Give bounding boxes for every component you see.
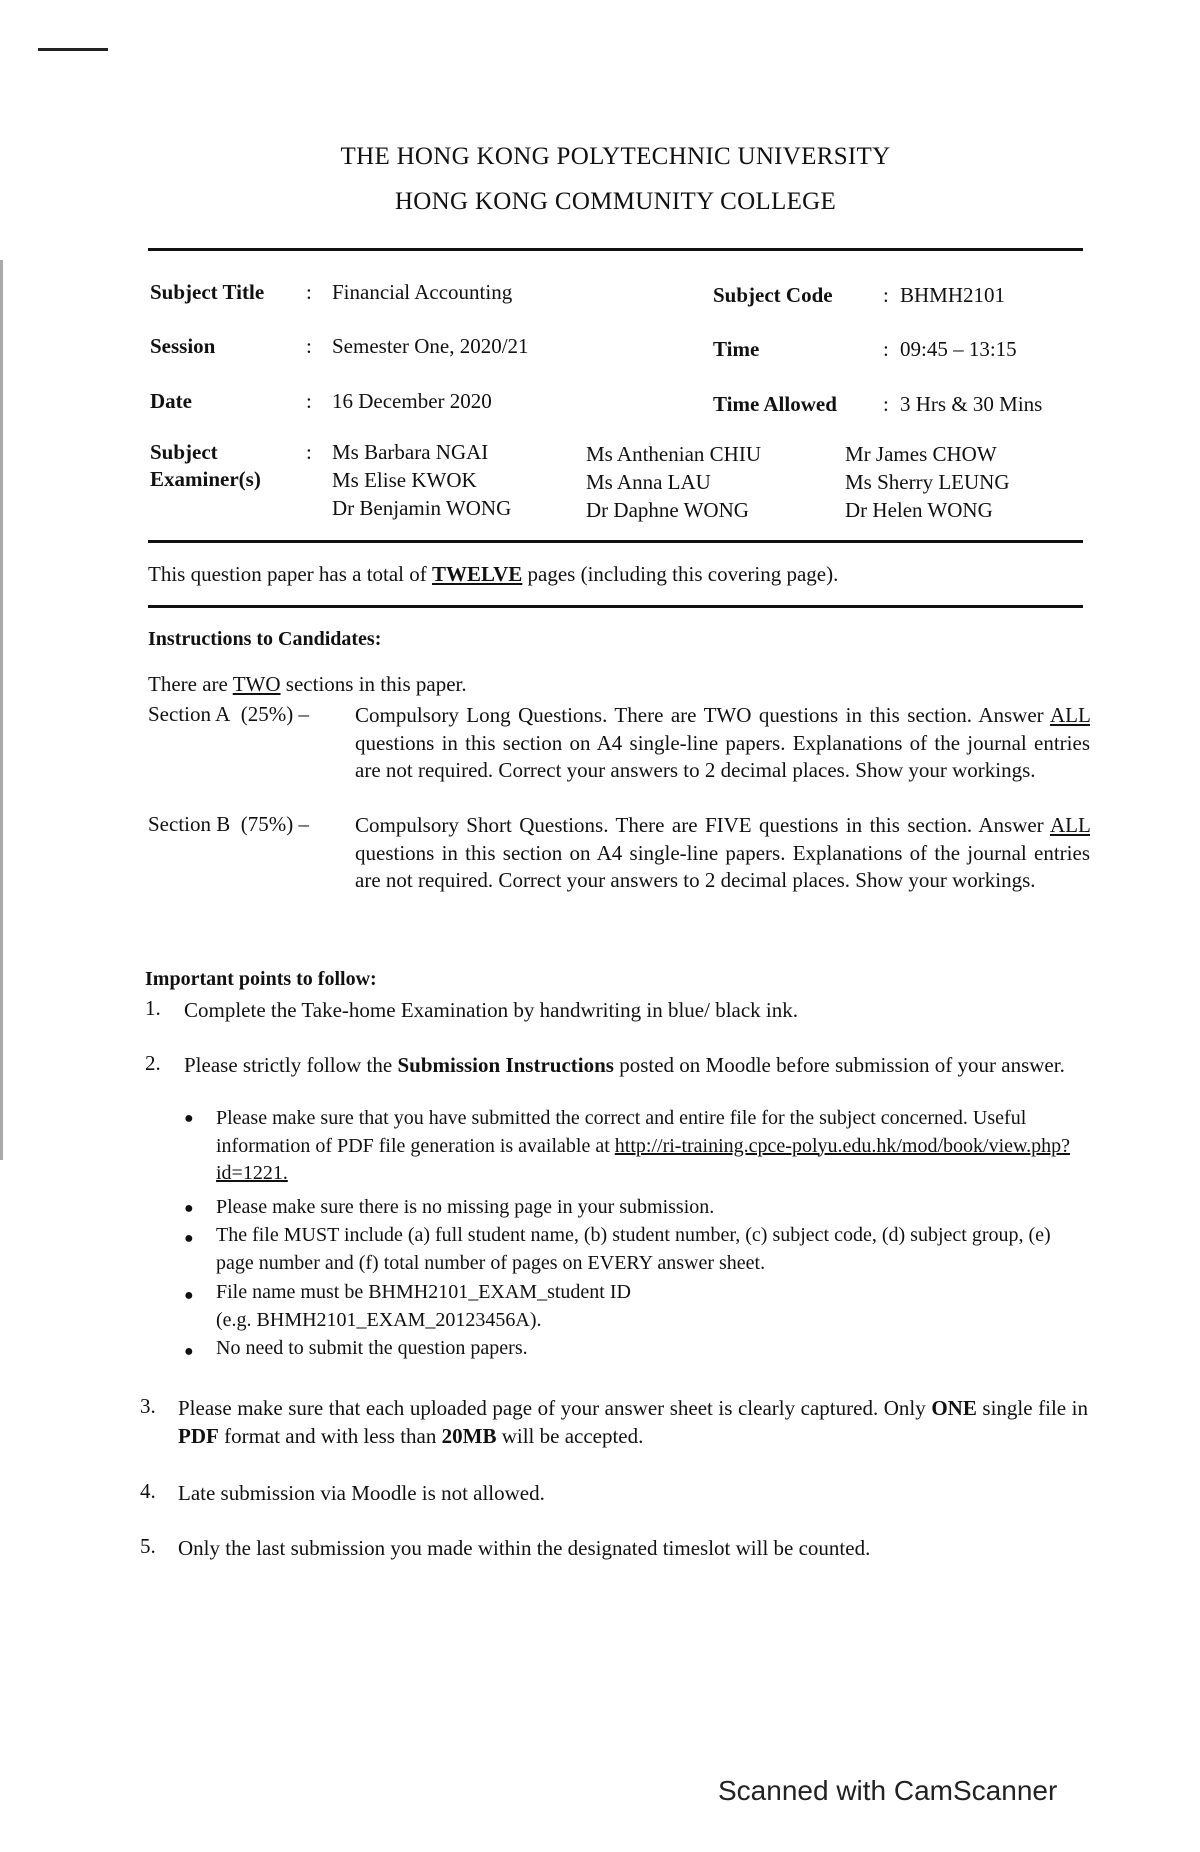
bullet-4-line-2: (e.g. BHMH2101_EXAM_20123456A). [216,1309,542,1331]
point-number: 4. [140,1479,156,1503]
examiner-name: Dr Daphne WONG [586,498,749,522]
time-value: 09:45 – 13:15 [900,337,1017,361]
bullet-icon: ● [184,1230,194,1247]
total-pages-note [148,562,838,587]
bullet-1-text [216,1105,1086,1188]
examiner-name: Ms Anna LAU [586,470,711,494]
scan-edge-shadow [0,260,3,1160]
bullet-icon: ● [184,1287,194,1304]
point-2-text [184,1051,1084,1079]
point-number: 1. [145,996,161,1020]
point-3-emphasis: ONE [931,1396,977,1420]
examiner-name: Dr Helen WONG [845,498,993,522]
time-label: Time [713,337,760,361]
examiner-label: Examiner(s) [150,467,261,491]
subject-code-value: BHMH2101 [900,283,1006,307]
bullet-3-text: The file MUST include (a) full student name, (b) student number, (c) subject code, (d) subject group, (e) page number and (f) total number of pages on EVERY answer sheet. [216,1224,1051,1274]
session-label: Session [150,334,216,358]
section-b-text-part: Compulsory Short Questions. There are FIVE questions in this section. Answer [355,813,1050,837]
info-rule [148,540,1083,543]
sections-intro [148,672,467,697]
colon: : [883,283,889,307]
subject-code-label: Subject Code [713,283,833,307]
header-rule [148,248,1083,251]
bullet-4-line-1: File name must be BHMH2101_EXAM_student ID [216,1281,631,1303]
section-a-text [355,702,1090,785]
colon: : [883,392,889,416]
time-allowed-value: 3 Hrs & 30 Mins [900,392,1043,416]
date-label: Date [150,389,192,413]
examiner-name: Ms Barbara NGAI [332,440,489,464]
section-b-name: Section B [148,812,231,836]
point-number: 3. [140,1394,156,1418]
subject-title-value: Financial Accounting [332,280,513,304]
section-b-text-part: questions in this section on A4 single-line papers. Explanations of the journal entries are not required. Correct your answers to 2 decimal places. Show your workings. [355,840,1090,892]
total-pages-rule [148,605,1083,608]
section-b-weight: (75%) – [240,812,309,836]
point-number: 5. [140,1534,156,1558]
bullet-1-prefix: Please make sure that you have submitted the correct and entire file for the subject concerned. Useful information of PDF file generation is available at [216,1107,1027,1157]
university-name: THE HONG KONG POLYTECHNIC UNIVERSITY [340,143,891,170]
section-a-weight: (25%) – [240,702,309,726]
bullet-icon: ● [184,1110,194,1127]
examiner-name: Ms Sherry LEUNG [845,470,1010,494]
examiner-label: Subject [150,440,218,464]
examiner-name: Ms Anthenian CHIU [586,442,761,466]
point-3-emphasis: 20MB [441,1424,497,1448]
college-name: HONG KONG COMMUNITY COLLEGE [394,188,837,215]
bullet-icon: ● [184,1343,194,1360]
point-4-text: Late submission via Moodle is not allowed. [178,1481,545,1505]
sections-intro-suffix: sections in this paper. [280,672,467,696]
section-a-text-part: questions in this section on A4 single-line papers. Explanations of the journal entries are not required. Correct your answers to 2 decimal places. Show your workings. [355,730,1090,782]
examiner-name: Dr Benjamin WONG [332,496,512,520]
point-3-text [178,1394,1088,1450]
section-b-label [148,812,309,837]
point-2-prefix: Please strictly follow the [184,1053,398,1077]
point-3-part: will be accepted. [496,1424,644,1448]
session-value: Semester One, 2020/21 [332,334,529,358]
sections-count: TWO [232,672,281,696]
camscanner-watermark: Scanned with CamScanner [718,1775,1058,1806]
important-points-heading: Important points to follow: [145,968,377,990]
point-3-part: format and with less than [218,1424,442,1448]
colon: : [306,389,312,413]
submission-instructions-emphasis: Submission Instructions [397,1053,614,1077]
section-b-text [355,812,1090,895]
date-value: 16 December 2020 [332,389,492,413]
section-a-all: ALL [1049,703,1090,727]
sections-intro-prefix: There are [148,672,233,696]
point-3-part: single file in [976,1396,1088,1420]
section-a-name: Section A [148,702,231,726]
time-allowed-label: Time Allowed [713,392,837,416]
colon: : [883,337,889,361]
examiner-name: Mr James CHOW [845,442,997,466]
pdf-info-link[interactable]: http://ri-training.cpce-polyu.edu.hk/mod/book/view.php?id=1221. [216,1134,1071,1184]
subject-title-label: Subject Title [150,280,265,304]
point-5-text: Only the last submission you made within the designated timeslot will be counted. [178,1536,871,1560]
total-pages-prefix: This question paper has a total of [148,562,433,586]
colon: : [306,440,312,464]
examiner-name: Ms Elise KWOK [332,468,477,492]
point-2-suffix: posted on Moodle before submission of your answer. [613,1053,1065,1077]
bullet-icon: ● [184,1200,194,1217]
point-number: 2. [145,1051,161,1075]
point-1-text: Complete the Take-home Examination by handwriting in blue/ black ink. [184,998,799,1022]
point-3-emphasis: PDF [178,1424,219,1448]
bullet-2-text: Please make sure there is no missing page in your submission. [216,1196,715,1218]
section-a-text-part: Compulsory Long Questions. There are TWO questions in this section. Answer [355,703,1050,727]
total-pages-suffix: pages (including this covering page). [522,562,839,586]
colon: : [306,334,312,358]
instructions-heading: Instructions to Candidates: [148,628,382,650]
total-pages-count: TWELVE [432,562,523,586]
section-b-all: ALL [1049,813,1090,837]
scan-artifact-mark [38,48,108,51]
bullet-5-text: No need to submit the question papers. [216,1337,528,1359]
colon: : [306,280,312,304]
section-a-label [148,702,309,727]
point-3-part: Please make sure that each uploaded page of your answer sheet is clearly captured. Only [178,1396,932,1420]
